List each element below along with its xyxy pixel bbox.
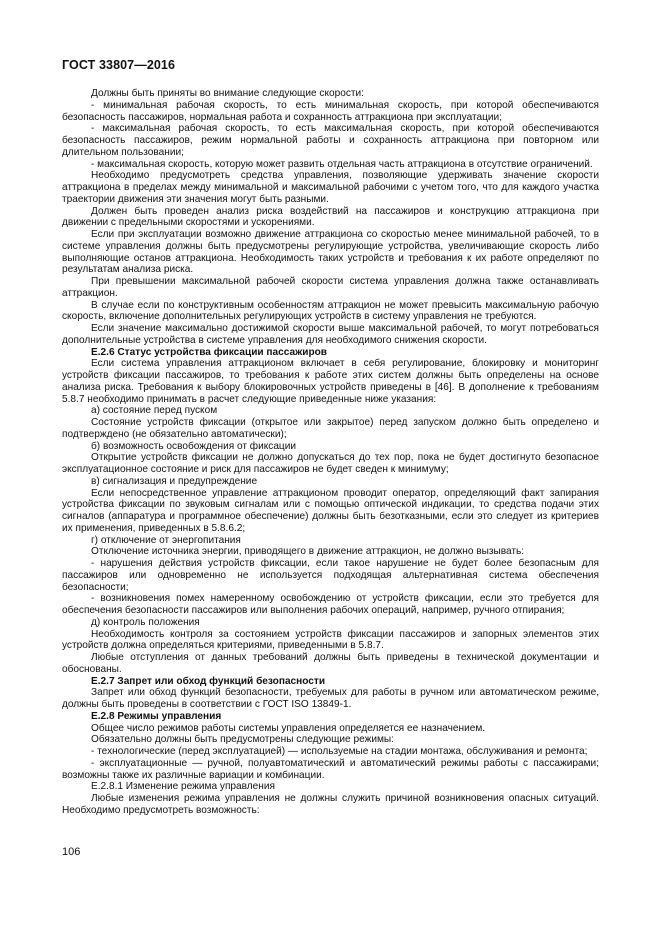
body-paragraph: Отключение источника энергии, приводящего в движение аттракцион, не должно вызывать: [91, 546, 525, 558]
section-heading: Е.2.8 Режимы управления [91, 710, 222, 722]
body-paragraph: Если система управления аттракционом включает в себя регулирование, блокировку и мониторинг устройств фиксации пассажиров, то требования к работе этих систем должны быть определены на основе анализа риска. Требования к выбору блокировочных устройств приведены в [46]. В дополнение к требованиям 5.8.7 необходимо принимать в расчет следующие приведенные ниже указания: [62, 358, 599, 405]
body-paragraph: а) состояние перед пуском [91, 405, 218, 417]
body-paragraph: г) отключение от энергопитания [91, 534, 241, 546]
body-paragraph: Любые изменения режима управления не должны служить причиной возникновения опасных ситуаций. Необходимо предусмотреть возможность: [62, 793, 599, 816]
body-paragraph: Состояние устройств фиксации (открытое или закрытое) перед запуском должно быть определено и подтверждено (не обязательно автоматически); [62, 417, 599, 440]
body-paragraph: Необходимость контроля за состоянием устройств фиксации пассажиров и запорных элементов этих устройств должна определяться критериями, приведенными в 5.8.7. [62, 628, 599, 652]
section-heading: Е.2.7 Запрет или обход функций безопасности [91, 675, 326, 687]
body-paragraph: - максимальная рабочая скорость, то есть максимальная скорость, при которой обеспечиваются безопасность пассажиров, режим нормальной работы и сохранность аттракциона при повторном или длительном пользовании; [62, 123, 599, 158]
body-paragraph: - возникновения помех намеренному освобождению от устройств фиксации, если это требуется для обеспечения безопасности пассажиров или выполнения рабочих операций, например, ручного отпирания; [62, 593, 599, 616]
body-paragraph: Обязательно должны быть предусмотрены следующие режимы: [91, 734, 394, 746]
body-paragraph: При превышении максимальной рабочей скорости система управления должна также останавливать аттракцион. [62, 276, 599, 299]
body-paragraph: д) контроль положения [91, 616, 200, 628]
body-paragraph: - эксплуатационные — ручной, полуавтоматический и автоматический режимы работы с пассажирами; возможны также их различные вариации и комбинации. [62, 757, 599, 781]
body-paragraph: б) возможность освобождения от фиксации [91, 440, 296, 452]
body-paragraph: Должен быть проведен анализ риска воздействий на пассажиров и конструкцию аттракциона при движении с предельными скоростями и ускорениями. [62, 205, 599, 229]
body-paragraph: в) сигнализация и предупреждение [91, 475, 258, 487]
body-paragraph: - максимальная скорость, которую может развить отдельная часть аттракциона в отсутствие ограничений. [91, 158, 593, 170]
body-paragraph: Запрет или обход функций безопасности, требуемых для работы в ручном или автоматическом режиме, должны быть проведены в соответствии с ГОСТ ISO 13849-1. [62, 687, 599, 710]
body-paragraph: - технологические (перед эксплуатацией) — используемые на стадии монтажа, обслуживания и ремонта; [91, 746, 588, 757]
body-paragraph: В случае если по конструктивным особенностям аттракцион не может превысить максимальную рабочую скорость, включение дополнительных регулирующих устройств в систему управления не требуются. [62, 299, 599, 323]
body-paragraph: Е.2.8.1 Изменение режима управления [91, 781, 275, 793]
page-number: 106 [62, 846, 81, 858]
body-paragraph: - нарушения действия устройств фиксации, если такое нарушение не будет более безопасным для пассажиров или одновременно не используется подходящая альтернативная система обеспечения безопасности; [62, 558, 599, 593]
body-paragraph: Должны быть приняты во внимание следующие скорости: [91, 88, 364, 99]
document-code-header: ГОСТ 33807—2016 [62, 58, 176, 72]
body-paragraph: Общее число режимов работы системы управления определяется ее назначением. [91, 722, 486, 734]
body-paragraph: Если непосредственное управление аттракционом проводит оператор, определяющий факт запирания устройства фиксации по звуковым сигналам или с помощью оптической индикации, то средства подачи этих сигналов (аппаратура и программное обеспечение) должны быть безотказными, если это следует из критериев их применения, приведенных в 5.8.6.2; [62, 487, 599, 534]
section-heading: Е.2.6 Статус устройства фиксации пассажиров [91, 346, 327, 358]
document-body [62, 88, 599, 817]
body-paragraph: Открытие устройств фиксации не должно допускаться до тех пор, пока не будет достигнуто безопасное эксплуатационное состояние и риск для пассажиров не будет сведен к минимуму; [62, 452, 599, 475]
body-paragraph: Необходимо предусмотреть средства управления, позволяющие удерживать значение скорости аттракциона в пределах между минимальной и максимальной рабочими с учетом того, что для каждого участка траектории движения эти значения могут быть разными. [62, 170, 599, 205]
body-paragraph: - минимальная рабочая скорость, то есть минимальная скорость, при которой обеспечиваются безопасность пассажиров, нормальная работа и сохранность аттракциона при эксплуатации; [62, 99, 599, 123]
body-paragraph: Если при эксплуатации возможно движение аттракциона со скоростью менее минимальной рабочей, то в системе управления должны быть предусмотрены регулирующие устройства, увеличивающие скорость либо выполняющие останов аттракциона. Необходимость таких устройств и требования к их работе определяют по результатам анализа риска. [62, 229, 599, 276]
body-paragraph: Любые отступления от данных требований должны быть приведены в технической документации и обоснованы. [62, 652, 599, 675]
body-paragraph: Если значение максимально достижимой скорости выше максимальной рабочей, то могут потребоваться дополнительные устройства в системе управления для необходимого снижения скорости. [62, 323, 599, 346]
